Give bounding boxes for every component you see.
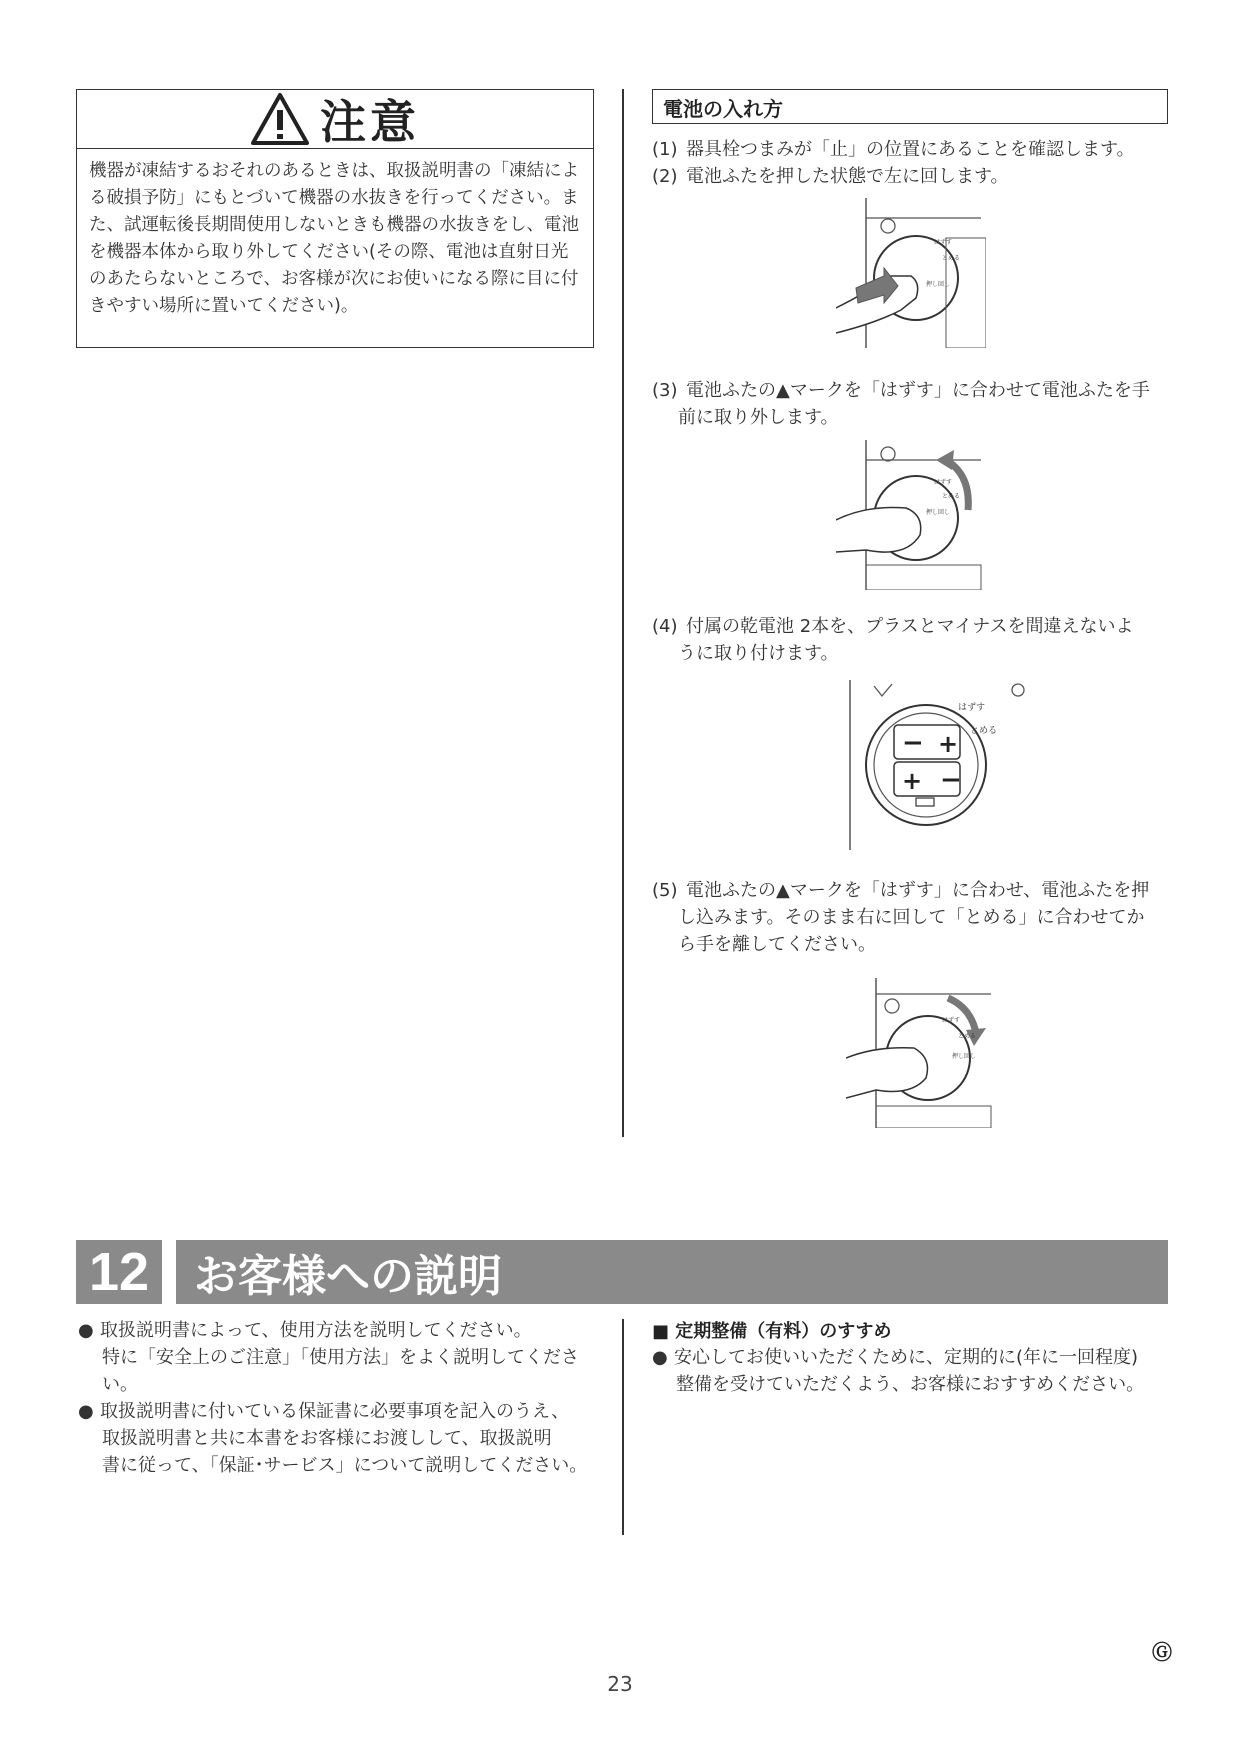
column-divider-bottom: [622, 1319, 624, 1535]
illustration-remove-cover: [836, 440, 986, 590]
svg-text:−: −: [902, 728, 924, 758]
step-3: (3) 電池ふたの▲マークを「はずす」に合わせて電池ふたを手 前に取り外します。: [652, 380, 1150, 428]
step-5: (5) 電池ふたの▲マークを「はずす」に合わせ、電池ふたを押 し込みます。そのまま右に回して「とめる」に合わせてか ら手を離してください。: [652, 880, 1150, 955]
illustration-press-and-turn: [836, 198, 986, 348]
step-2: (2) 電池ふたを押した状態で左に回します。: [652, 166, 1009, 187]
svg-text:+: +: [938, 730, 959, 758]
svg-text:とめる: とめる: [942, 493, 961, 500]
page-number: 23: [607, 1672, 633, 1696]
illustration-reattach-cover: [846, 978, 996, 1128]
caution-title: 注意: [320, 95, 420, 149]
explanation-bullet-1: ● 取扱説明書によって、使用方法を説明してください。 特に「安全上のご注意」「使用方法」をよく説明してくださ い。: [78, 1320, 579, 1395]
warning-triangle-icon: [250, 92, 310, 146]
maintenance-bullet: ● 安心してお使いいただくために、定期的に(年に一回程度) 整備を受けていただくよう、お客様におすすめください。: [652, 1347, 1145, 1395]
svg-text:−: −: [940, 765, 962, 795]
svg-text:とめる: とめる: [958, 1033, 977, 1040]
maintenance-heading: ■ 定期整備（有料）のすすめ: [652, 1321, 892, 1342]
svg-text:+: +: [902, 767, 923, 795]
svg-text:はずす: はずす: [934, 479, 953, 486]
section-number: 12: [76, 1240, 162, 1304]
column-divider-top: [622, 89, 624, 1137]
svg-text:はずす: はずす: [958, 703, 986, 713]
svg-text:とめる: とめる: [970, 726, 998, 736]
corner-mark: Ⓖ: [1152, 1640, 1172, 1664]
svg-text:とめる: とめる: [942, 255, 961, 262]
svg-text:押し回し: 押し回し: [952, 1053, 977, 1060]
step-1: (1) 器具栓つまみが「止」の位置にあることを確認します。: [652, 139, 1135, 160]
svg-text:はずす: はずす: [934, 239, 953, 246]
caution-box: [76, 89, 594, 348]
battery-section-heading: 電池の入れ方: [652, 89, 1168, 124]
explanation-bullet-2: ● 取扱説明書に付いている保証書に必要事項を記入のうえ、 取扱説明書と共に本書をお客様にお渡しして、取扱説明 書に従って、「保証･サービス」について説明してください。: [78, 1401, 588, 1476]
svg-text:押し回し: 押し回し: [926, 509, 951, 516]
svg-text:押し回し: 押し回し: [926, 281, 951, 288]
step-4: (4) 付属の乾電池 2本を、プラスとマイナスを間違えないよ うに取り付けます。: [652, 616, 1134, 664]
section-title: お客様への説明: [176, 1240, 1168, 1304]
illustration-insert-batteries: [846, 680, 1046, 850]
caution-header: [77, 90, 593, 149]
svg-text:はずす: はずす: [942, 1017, 961, 1024]
caution-body: 機器が凍結するおそれのあるときは、取扱説明書の「凍結による破損予防」にもとづいて機器の水抜きを行ってください。また、試運転後長期間使用しないときも機器の水抜きをし、電池を機器本体から取り外してください(その際、電池は直射日光のあたらないところで、お客様が次にお使いになる際に目に付きやすい場所に置いてください)。: [89, 161, 579, 316]
